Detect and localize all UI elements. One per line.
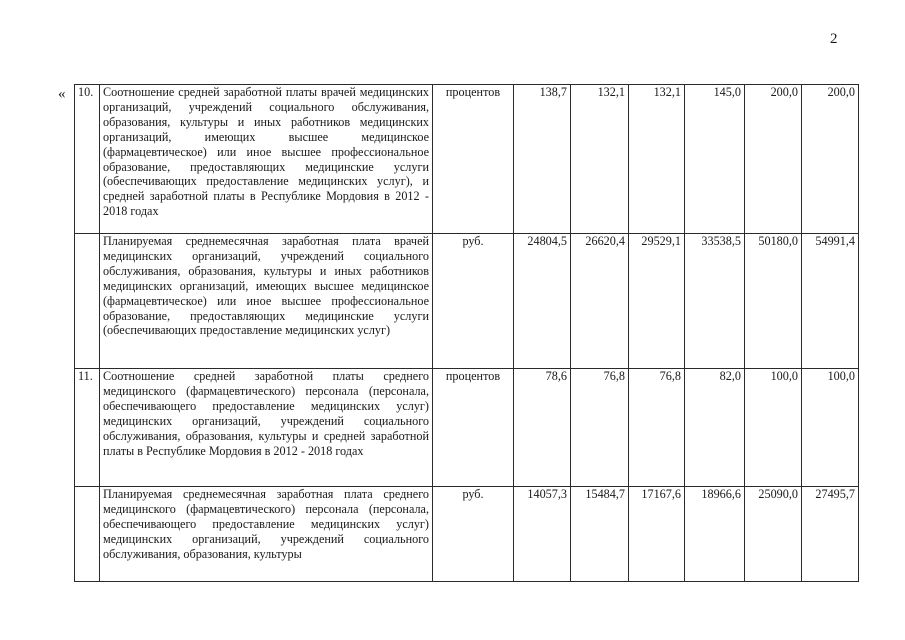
unit-of-measure: процентов	[433, 369, 514, 487]
unit-of-measure: руб.	[433, 234, 514, 369]
value-cell: 33538,5	[685, 234, 745, 369]
value-cell: 138,7	[514, 85, 571, 234]
value-cell: 29529,1	[629, 234, 685, 369]
value-cell: 17167,6	[629, 487, 685, 582]
page-number: 2	[830, 31, 838, 47]
row-number	[75, 487, 100, 582]
table-row	[75, 234, 859, 369]
value-cell: 200,0	[802, 85, 859, 234]
row-number: 10.	[75, 85, 100, 234]
table-row	[75, 85, 859, 234]
table-row	[75, 369, 859, 487]
value-cell: 100,0	[802, 369, 859, 487]
indicators-table	[74, 84, 859, 582]
value-cell: 132,1	[629, 85, 685, 234]
value-cell: 18966,6	[685, 487, 745, 582]
value-cell: 54991,4	[802, 234, 859, 369]
indicator-description: Планируемая среднемесячная заработная плата среднего медицинского (фармацевтического) персонала (персонала, обеспечивающего предоставление медицинских услуг) медицинских организаций, учреждений социального обслуживания, образования, культуры	[100, 487, 433, 582]
row-number	[75, 234, 100, 369]
value-cell: 76,8	[629, 369, 685, 487]
value-cell: 24804,5	[514, 234, 571, 369]
opening-quote-mark: «	[58, 86, 66, 102]
value-cell: 25090,0	[745, 487, 802, 582]
unit-of-measure: руб.	[433, 487, 514, 582]
value-cell: 132,1	[571, 85, 629, 234]
value-cell: 145,0	[685, 85, 745, 234]
value-cell: 26620,4	[571, 234, 629, 369]
value-cell: 78,6	[514, 369, 571, 487]
value-cell: 100,0	[745, 369, 802, 487]
value-cell: 200,0	[745, 85, 802, 234]
indicator-description: Соотношение средней заработной платы врачей медицинских организаций, учреждений социального обслуживания, образования, культуры и иных работников медицинских организаций, имеющих высшее медицинское (фармацевтическое) или иное высшее профессиональное образование, предоставляющих медицинские услуги (обеспечивающих предоставление медицинских услуг), и средней заработной платы в Республике Мордовия в 2012 - 2018 годах	[100, 85, 433, 234]
row-number: 11.	[75, 369, 100, 487]
value-cell: 82,0	[685, 369, 745, 487]
table-row	[75, 487, 859, 582]
indicator-description: Соотношение средней заработной платы среднего медицинского (фармацевтического) персонала (персонала, обеспечивающего предоставление медицинских услуг) медицинских организаций, учреждений социального обслуживания, образования, культуры и средней заработной платы в Республике Мордовия в 2012 - 2018 годах	[100, 369, 433, 487]
value-cell: 14057,3	[514, 487, 571, 582]
value-cell: 76,8	[571, 369, 629, 487]
indicator-description: Планируемая среднемесячная заработная плата врачей медицинских организаций, учреждений социального обслуживания, образования, культуры и иных работников медицинских организаций, имеющих высшее медицинское (фармацевтическое) или иное высшее профессиональное образование, предоставляющих медицинские услуги (обеспечивающих предоставление медицинских услуг)	[100, 234, 433, 369]
value-cell: 15484,7	[571, 487, 629, 582]
value-cell: 27495,7	[802, 487, 859, 582]
value-cell: 50180,0	[745, 234, 802, 369]
unit-of-measure: процентов	[433, 85, 514, 234]
